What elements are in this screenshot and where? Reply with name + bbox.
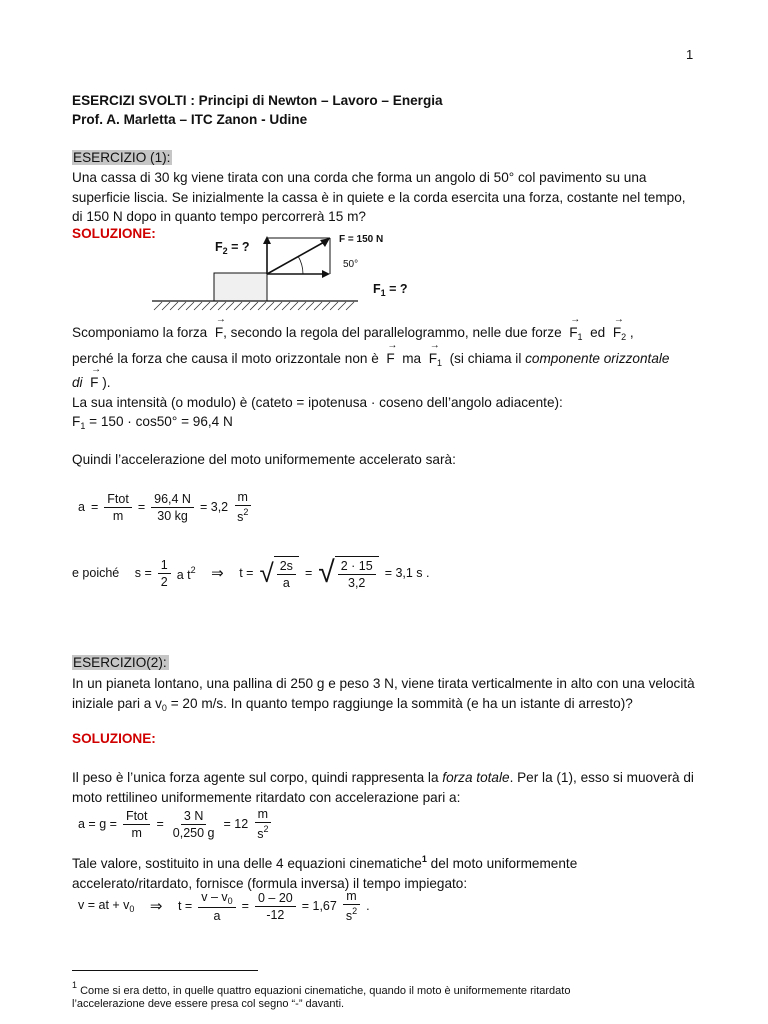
page-number: 1 (686, 47, 694, 62)
exercise-1-p4: $F_1 = 150 \cdot \cos 50^\circ = 96,4$ N (72, 414, 233, 431)
exercise-2-p2: Tale valore, sostituito in una delle 4 equazioni cinematiche$^1$ del moto uniformemente accelerato/ritardato, fornisce (formula inversa) il tempo impiegato: (72, 854, 578, 891)
f1-label: $F_1$ = ? (373, 282, 408, 298)
floor-hatching (154, 302, 354, 310)
angle-arc (298, 256, 303, 274)
exercise-2-title: ESERCIZIO(2): (73, 655, 167, 670)
exercise-1-p2-end: di → F ). (72, 375, 111, 390)
footnote-line-2: l’accelerazione deve essere presa col segno “-” davanti. (72, 998, 345, 1010)
f-label: F = 150 N (339, 234, 384, 245)
doc-author: Prof. A. Marletta – ITC Zanon - Udine (72, 112, 308, 127)
exercise-1-text: Una cassa di 30 kg viene tirata con una corda che forma un angolo di 50° col pavimento su una superficie liscia. Se inizialmente la cassa è in quiete e la corda esercita una forza, costante nel tempo, di 150 N dopo in quanto tempo percorrerà 15 m? (72, 170, 686, 224)
equation-acceleration-2: a = g = $\frac{\text{Ftot}}{m}$ = $\frac{3 N}{0,250 g}$ = 12 $\frac{m}{s^2}$ (78, 807, 271, 841)
equation-acceleration-1: a = $\frac{\text{Ftot}}{m}$ = $\frac{96,4 N}{30 kg}$ = 3,2 $\frac{m}{s^2}$ (78, 490, 251, 524)
exercise-1-p1: Scomponiamo la forza → F, secondo la regola del parallelogrammo, nelle due forze → $F_1$ ed → $F_2$ , (72, 325, 634, 342)
footnote-separator (72, 970, 258, 971)
exercise-2-text: In un pianeta lontano, una pallina di 250 g e peso 3 N, viene tirata verticalmente in alto con una velocità iniziale pari a $v_0 = 20$ m/s. In quanto tempo raggiunge la sommità (e ha un istante di arresto)? (72, 676, 695, 713)
exercise-2-solution-label: SOLUZIONE: (72, 731, 156, 746)
equation-time-2: v = at + $v_0$ ⇒ t = $\frac{v - v_0}{a}$ = $\frac{0 - 20}{-12}$ = 1,67 $\frac{m}{s^2}$ . (78, 889, 370, 923)
crate (214, 273, 267, 301)
exercise-1-p3: La sua intensità (o modulo) è (cateto = ipotenusa · coseno dell’angolo adiacente): (72, 395, 563, 410)
equation-time-1: e poiché s = $\frac{1}{2}$ a $t^2$ ⇒ t = √ $\frac{2s}{a}$ = √ $\frac{2 \cdot 15}{3,2}$ = 3,1 s . (72, 556, 430, 590)
exercise-1-title: ESERCIZIO (1): (73, 150, 171, 165)
force-diagram (140, 228, 370, 320)
f2-label: $F_2$ = ? (215, 240, 250, 256)
exercise-2-p1: Il peso è l’unica forza agente sul corpo, quindi rappresenta la forza totale. Per la (1), esso si muoverà di moto rettilineo uniformemente ritardato con accelerazione pari a: (72, 770, 694, 805)
footnote-line-1: $^1$ Come si era detto, in quelle quattro equazioni cinematiche, quando il moto è uniformemente ritardato (72, 980, 571, 997)
exercise-1-solution-label: SOLUZIONE: (72, 226, 156, 241)
f-arrow (267, 241, 326, 274)
angle-label: 50° (343, 259, 359, 270)
exercise-1-p2: perché la forza che causa il moto orizzontale non è → F ma → $F_1$ (si chiama il componente orizzontale (72, 351, 669, 368)
doc-title: ESERCIZI SVOLTI : Principi di Newton – Lavoro – Energia (72, 93, 443, 108)
exercise-1-p5: Quindi l’accelerazione del moto uniformemente accelerato sarà: (72, 452, 456, 467)
